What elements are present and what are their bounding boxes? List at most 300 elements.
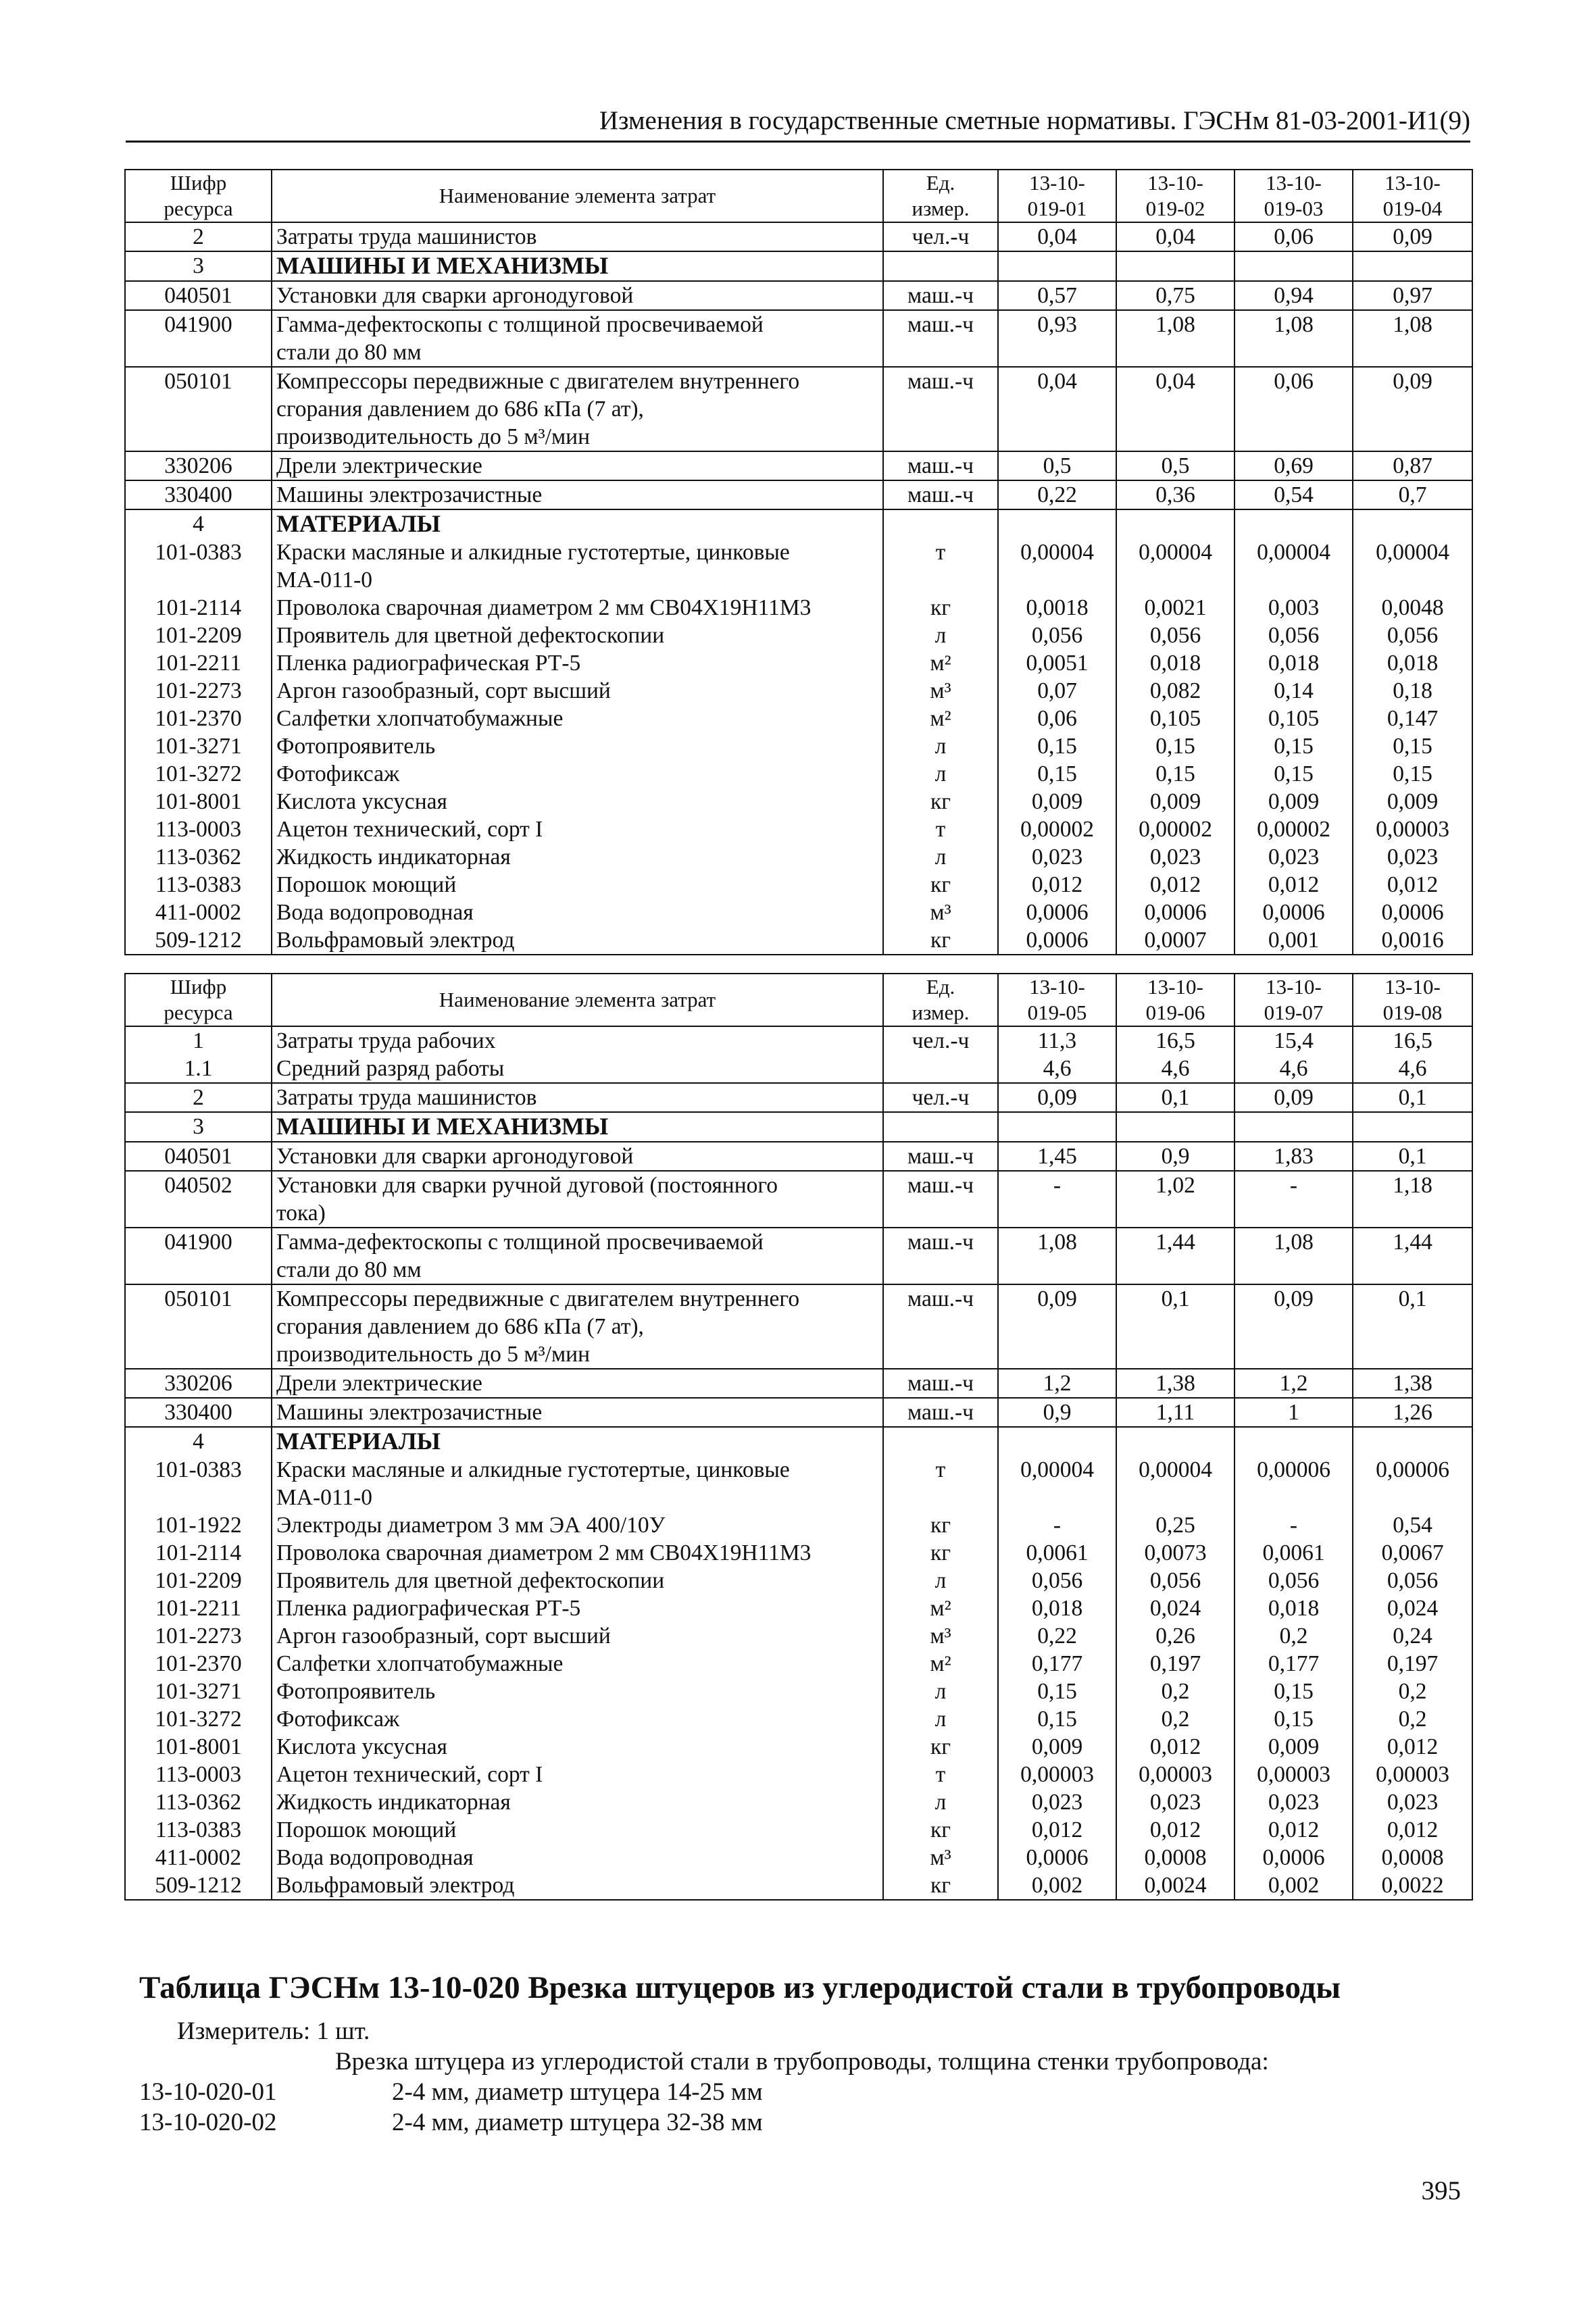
norm-column-header (1353, 974, 1472, 1026)
resource-name-line: Машины электрозачистные (276, 482, 543, 507)
resource-name-line: Жидкость индикаторная (276, 1790, 511, 1815)
section-heading: МАТЕРИАЛЫ (276, 1428, 441, 1455)
unit: маш.-ч (883, 1398, 998, 1427)
table-row (125, 222, 1472, 251)
table-row (125, 310, 1472, 367)
resource-code: 330206 (125, 451, 272, 480)
resource-name-line: Аргон газообразный, сорт высший (276, 678, 611, 703)
resource-name (272, 815, 883, 843)
norm-value: 0,0006 (998, 899, 1116, 926)
resource-name (272, 1142, 883, 1171)
norm-value (998, 1112, 1116, 1142)
resource-name (272, 649, 883, 677)
norm-value: 1,38 (1116, 1369, 1235, 1398)
resource-name (272, 1622, 883, 1650)
norm-column-code: 13-10- (1385, 171, 1441, 195)
header-row (125, 170, 1472, 222)
running-header: Изменения в государственные сметные нормативы. ГЭСНм 81-03-2001-И1(9) (126, 101, 1470, 143)
norm-value (1235, 1427, 1353, 1456)
resource-name-line: Дрели электрические (276, 453, 482, 478)
norm-value (998, 509, 1116, 538)
norm-column-code: 019-07 (1264, 1001, 1324, 1024)
resource-code: 330206 (125, 1369, 272, 1398)
norm-value: 0,15 (1235, 1705, 1353, 1733)
section-heading: МАТЕРИАЛЫ (276, 510, 441, 537)
table-row (125, 1456, 1472, 1511)
norm-value: 0,7 (1353, 480, 1472, 509)
resource-code: 050101 (125, 367, 272, 451)
norm-value: 0,94 (1235, 281, 1353, 310)
unit: кг (883, 1816, 998, 1844)
norm-value (998, 251, 1116, 281)
norm-value: 0,082 (1116, 677, 1235, 705)
norm-value: 0,2 (1353, 1678, 1472, 1705)
norm-text-02: 2-4 мм, диаметр штуцера 32-38 мм (392, 2109, 763, 2136)
table-row (125, 760, 1472, 788)
resource-name (272, 1539, 883, 1567)
norm-code-02: 13-10-020-02 (139, 2109, 277, 2136)
resource-code: 509-1212 (125, 1871, 272, 1900)
unit-header-line: Ед. (926, 975, 955, 999)
norm-value: 0,024 (1353, 1594, 1472, 1622)
resource-name-line: Ацетон технический, сорт I (276, 817, 543, 842)
norm-value: 0,00003 (1235, 1761, 1353, 1788)
resource-name (272, 622, 883, 649)
resource-code: 101-8001 (125, 788, 272, 815)
table-row (125, 367, 1472, 451)
norm-value: 0,018 (998, 1594, 1116, 1622)
norm-value: 0,22 (998, 1622, 1116, 1650)
table-row (125, 1705, 1472, 1733)
unit: чел.-ч (883, 1083, 998, 1112)
norm-value: 0,00004 (998, 538, 1116, 594)
resource-name (272, 1284, 883, 1369)
norm-value: 0,002 (1235, 1871, 1353, 1900)
norm-value: 1 (1235, 1398, 1353, 1427)
table-row (125, 1594, 1472, 1622)
resource-name-line: Установки для сварки ручной дуговой (постоянного (276, 1173, 778, 1198)
resource-name-line: Вода водопроводная (276, 900, 474, 925)
resource-name-line: Аргон газообразный, сорт высший (276, 1624, 611, 1649)
resource-name-line: Компрессоры передвижные с двигателем внутреннего (276, 369, 800, 394)
norm-value: 0,0067 (1353, 1539, 1472, 1567)
norm-value: 0,09 (1235, 1284, 1353, 1369)
table-row (125, 1369, 1472, 1398)
unit: л (883, 1567, 998, 1594)
unit (883, 1427, 998, 1456)
resource-name (272, 871, 883, 899)
norm-value: 0,87 (1353, 451, 1472, 480)
norm-value: 0,04 (1116, 367, 1235, 451)
norm-value: 1,83 (1235, 1142, 1353, 1171)
norm-value: 0,5 (1116, 451, 1235, 480)
norm-value: 0,056 (998, 1567, 1116, 1594)
unit: м³ (883, 1844, 998, 1871)
resource-name (272, 1650, 883, 1678)
unit (883, 1055, 998, 1083)
resource-name (272, 732, 883, 760)
norm-value: 0,056 (1353, 622, 1472, 649)
norm-value: 0,001 (1235, 926, 1353, 955)
unit: маш.-ч (883, 1142, 998, 1171)
resource-code: 2 (125, 1083, 272, 1112)
norm-value: 0,97 (1353, 281, 1472, 310)
code-header-line: ресурса (164, 197, 233, 220)
resource-name (272, 1026, 883, 1055)
resource-name-line: Проявитель для цветной дефектоскопии (276, 623, 665, 648)
resource-code: 101-2211 (125, 1594, 272, 1622)
unit (883, 509, 998, 538)
norm-value: 0,1 (1353, 1083, 1472, 1112)
norm-value: 1,02 (1116, 1171, 1235, 1228)
norm-value: 0,012 (1116, 871, 1235, 899)
norm-value: - (998, 1511, 1116, 1539)
norm-value: 15,4 (1235, 1026, 1353, 1055)
resource-name-line: Вольфрамовый электрод (276, 1873, 515, 1898)
name-header: Наименование элемента затрат (272, 170, 883, 222)
table-row (125, 899, 1472, 926)
resource-code: 050101 (125, 1284, 272, 1369)
norm-value (1353, 251, 1472, 281)
table-row (125, 705, 1472, 732)
resource-name (272, 451, 883, 480)
norm-value: 0,009 (998, 788, 1116, 815)
norm-value: 0,018 (1116, 649, 1235, 677)
resource-code: 101-3272 (125, 760, 272, 788)
resource-code: 330400 (125, 480, 272, 509)
resource-code: 113-0362 (125, 843, 272, 871)
norm-value: 0,105 (1235, 705, 1353, 732)
norm-value (1235, 509, 1353, 538)
unit: кг (883, 1511, 998, 1539)
norm-value: 0,023 (998, 843, 1116, 871)
resource-name-line: Гамма-дефектоскопы с толщиной просвечиваемой (276, 1230, 764, 1255)
resource-name (272, 281, 883, 310)
table-row (125, 1284, 1472, 1369)
norm-value: 0,0006 (1353, 899, 1472, 926)
resource-name-line: Порошок моющий (276, 1817, 457, 1842)
resource-code: 040501 (125, 281, 272, 310)
norm-value (1116, 251, 1235, 281)
norm-value: 0,04 (998, 222, 1116, 251)
norm-value: 0,002 (998, 1871, 1116, 1900)
norm-column-code: 13-10- (1147, 171, 1203, 195)
norm-value: 0,012 (998, 1816, 1116, 1844)
norm-column-code: 13-10- (1385, 975, 1441, 999)
norm-value: 0,0006 (998, 926, 1116, 955)
norm-value: - (1235, 1171, 1353, 1228)
resource-name (272, 1112, 883, 1142)
norm-value: 0,15 (998, 760, 1116, 788)
norm-value: 0,0008 (1353, 1844, 1472, 1871)
resource-name (272, 1398, 883, 1427)
resource-name (272, 1816, 883, 1844)
table-row (125, 1083, 1472, 1112)
table-row (125, 1539, 1472, 1567)
norm-value: 4,6 (1353, 1055, 1472, 1083)
table-row (125, 871, 1472, 899)
norm-value: 0,9 (998, 1398, 1116, 1427)
norm-column-code: 13-10- (1147, 975, 1203, 999)
norm-value: 0,00002 (998, 815, 1116, 843)
norm-column-header (1116, 170, 1235, 222)
table-row (125, 1398, 1472, 1427)
norm-value: 0,2 (1116, 1678, 1235, 1705)
norm-value: 0,15 (998, 1705, 1116, 1733)
norm-value: 0,012 (1235, 871, 1353, 899)
table-row (125, 926, 1472, 955)
norm-value: 0,056 (998, 622, 1116, 649)
norm-value: 1,08 (1235, 310, 1353, 367)
resource-name-line: производительность до 5 м³/мин (276, 424, 591, 449)
norm-value: 0,15 (1353, 760, 1472, 788)
norm-value: 0,93 (998, 310, 1116, 367)
code-header-line: Шифр (170, 975, 227, 999)
resource-code: 041900 (125, 1228, 272, 1284)
resource-name-line: производительность до 5 м³/мин (276, 1342, 591, 1367)
resource-name-line: Машины электрозачистные (276, 1400, 543, 1425)
unit: м³ (883, 899, 998, 926)
resource-code: 101-2114 (125, 594, 272, 622)
norm-column-code: 019-05 (1027, 1001, 1087, 1024)
unit: м³ (883, 677, 998, 705)
norm-value: 0,0016 (1353, 926, 1472, 955)
norm-value: 0,0008 (1116, 1844, 1235, 1871)
resource-name-line: МА-011-0 (276, 568, 373, 593)
resource-name-line: Пленка радиографическая РТ-5 (276, 651, 581, 676)
unit-header-line: Ед. (926, 171, 955, 195)
norm-column-code: 019-03 (1264, 197, 1324, 220)
norm-value: 0,0021 (1116, 594, 1235, 622)
norm-value: 0,00003 (998, 1761, 1116, 1788)
table-row (125, 1112, 1472, 1142)
unit: л (883, 732, 998, 760)
norm-value: 4,6 (1235, 1055, 1353, 1083)
norm-value: 0,1 (1353, 1284, 1472, 1369)
resource-name (272, 1761, 883, 1788)
resource-name (272, 1788, 883, 1816)
resource-table-019-01-04 (124, 169, 1473, 955)
norm-value: - (998, 1171, 1116, 1228)
unit: маш.-ч (883, 1228, 998, 1284)
resource-name (272, 594, 883, 622)
resource-code: 101-2209 (125, 622, 272, 649)
resource-name (272, 480, 883, 509)
norm-value: 0,1 (1116, 1284, 1235, 1369)
norm-value: 0,0024 (1116, 1871, 1235, 1900)
unit: м² (883, 705, 998, 732)
table-row (125, 1844, 1472, 1871)
resource-name (272, 222, 883, 251)
table-row (125, 1228, 1472, 1284)
norm-value: 0,177 (998, 1650, 1116, 1678)
norm-column-code: 13-10- (1029, 975, 1085, 999)
unit: м² (883, 1594, 998, 1622)
table-row (125, 1788, 1472, 1816)
resource-code: 040502 (125, 1171, 272, 1228)
table-row (125, 1650, 1472, 1678)
resource-name-line: тока) (276, 1201, 326, 1226)
norm-value: 0,0006 (998, 1844, 1116, 1871)
section-heading: МАШИНЫ И МЕХАНИЗМЫ (276, 1113, 609, 1140)
norm-value: 0,023 (1116, 1788, 1235, 1816)
unit: кг (883, 926, 998, 955)
resource-name (272, 1567, 883, 1594)
resource-name (272, 1705, 883, 1733)
resource-name-line: Ацетон технический, сорт I (276, 1762, 543, 1787)
norm-column-code: 13-10- (1029, 171, 1085, 195)
resource-code: 3 (125, 251, 272, 281)
resource-name-line: Кислота уксусная (276, 1734, 447, 1759)
norm-value: 0,06 (1235, 367, 1353, 451)
norm-value: 11,3 (998, 1026, 1116, 1055)
norm-value: 0,009 (1116, 788, 1235, 815)
unit: маш.-ч (883, 367, 998, 451)
unit: кг (883, 594, 998, 622)
page-number: 395 (1421, 2176, 1461, 2205)
name-header: Наименование элемента затрат (272, 974, 883, 1026)
norm-value: 0,15 (998, 1678, 1116, 1705)
resource-code: 1.1 (125, 1055, 272, 1083)
norm-value: 1,2 (1235, 1369, 1353, 1398)
resource-name-line: Кислота уксусная (276, 789, 447, 814)
norm-value: 0,018 (1353, 649, 1472, 677)
unit: м² (883, 1650, 998, 1678)
table-row (125, 538, 1472, 594)
resource-name (272, 760, 883, 788)
resource-name-line: Салфетки хлопчатобумажные (276, 1651, 564, 1676)
resource-code: 101-2273 (125, 677, 272, 705)
unit: т (883, 815, 998, 843)
resource-name-line: Салфетки хлопчатобумажные (276, 706, 564, 731)
resource-name-line: Установки для сварки аргонодуговой (276, 1144, 634, 1169)
norm-value: 0,15 (1235, 760, 1353, 788)
norm-column-header (1116, 974, 1235, 1026)
norm-value: 1,44 (1353, 1228, 1472, 1284)
resource-name-line: Затраты труда машинистов (276, 1085, 537, 1110)
norm-value: 1,38 (1353, 1369, 1472, 1398)
norm-column-code: 019-04 (1382, 197, 1443, 220)
resource-name-line: Электроды диаметром 3 мм ЭА 400/10У (276, 1513, 666, 1538)
norm-value: 1,08 (1353, 310, 1472, 367)
norm-value: 1,11 (1116, 1398, 1235, 1427)
code-header-line: ресурса (164, 1001, 233, 1024)
resource-code: 101-3271 (125, 732, 272, 760)
norm-value: 0,012 (1353, 871, 1472, 899)
resource-name-line: Проволока сварочная диаметром 2 мм СВ04Х19Н11М3 (276, 595, 812, 620)
norm-value: 0,22 (998, 480, 1116, 509)
norm-column-header (1235, 974, 1353, 1026)
table-row (125, 1816, 1472, 1844)
resource-name-line: Затраты труда рабочих (276, 1028, 496, 1053)
norm-value: 0,00003 (1116, 1761, 1235, 1788)
unit: кг (883, 1871, 998, 1900)
norm-text-01: 2-4 мм, диаметр штуцера 14-25 мм (392, 2078, 763, 2106)
table-row (125, 622, 1472, 649)
resource-name-line: Краски масляные и алкидные густотертые, цинковые (276, 1457, 790, 1482)
norm-value: 0,0061 (998, 1539, 1116, 1567)
norm-value: 0,5 (998, 451, 1116, 480)
table-row (125, 1678, 1472, 1705)
table-row (125, 843, 1472, 871)
norm-value: 0,0061 (1235, 1539, 1353, 1567)
resource-code: 113-0003 (125, 815, 272, 843)
norm-value: 0,1 (1116, 1083, 1235, 1112)
norm-value: 0,09 (998, 1083, 1116, 1112)
unit (883, 1112, 998, 1142)
norm-value: 0,2 (1116, 1705, 1235, 1733)
unit-header (883, 974, 998, 1026)
norm-value: 0,177 (1235, 1650, 1353, 1678)
norm-value (1353, 509, 1472, 538)
norm-value: 0,07 (998, 677, 1116, 705)
unit: л (883, 622, 998, 649)
norm-value: 0,056 (1116, 1567, 1235, 1594)
table-row (125, 1567, 1472, 1594)
norm-column-header (1235, 170, 1353, 222)
unit: маш.-ч (883, 1284, 998, 1369)
table-row (125, 1026, 1472, 1055)
norm-value: 1,44 (1116, 1228, 1235, 1284)
unit: л (883, 843, 998, 871)
resource-name-line: Фотофиксаж (276, 1707, 400, 1732)
norm-value: 0,009 (1353, 788, 1472, 815)
norm-value: 0,2 (1235, 1622, 1353, 1650)
resource-code: 4 (125, 1427, 272, 1456)
norm-value: 0,26 (1116, 1622, 1235, 1650)
unit: чел.-ч (883, 1026, 998, 1055)
norm-value: 0,056 (1235, 1567, 1353, 1594)
norm-column-code: 13-10- (1266, 975, 1322, 999)
norm-value: 0,023 (1235, 843, 1353, 871)
norm-value (1353, 1112, 1472, 1142)
resource-name-line: Пленка радиографическая РТ-5 (276, 1596, 581, 1621)
norm-value: 0,06 (998, 705, 1116, 732)
resource-name-line: Фотофиксаж (276, 761, 400, 786)
resource-code: 101-2273 (125, 1622, 272, 1650)
norm-value: 0,023 (1353, 1788, 1472, 1816)
norm-value: 0,00004 (1353, 538, 1472, 594)
resource-code: 3 (125, 1112, 272, 1142)
table-row (125, 451, 1472, 480)
norm-value: 0,00002 (1235, 815, 1353, 843)
table-row (125, 1511, 1472, 1539)
resource-name (272, 1369, 883, 1398)
resource-name-line: Средний разряд работы (276, 1056, 505, 1081)
norm-value: - (1235, 1511, 1353, 1539)
norm-value: 0,00003 (1353, 815, 1472, 843)
header-row (125, 974, 1472, 1026)
resource-code: 101-3272 (125, 1705, 272, 1733)
norm-value: 0,09 (998, 1284, 1116, 1369)
code-header-line: Шифр (170, 171, 227, 195)
norm-value: 0,018 (1235, 649, 1353, 677)
norm-value: 0,2 (1353, 1705, 1472, 1733)
resource-code: 101-8001 (125, 1733, 272, 1761)
norm-value: 0,056 (1116, 622, 1235, 649)
norm-value (1235, 251, 1353, 281)
resource-name-line: Компрессоры передвижные с двигателем внутреннего (276, 1286, 800, 1311)
norm-value: 0,9 (1116, 1142, 1235, 1171)
norm-value: 0,0006 (1235, 1844, 1353, 1871)
norm-value: 0,25 (1116, 1511, 1235, 1539)
resource-name-line: Установки для сварки аргонодуговой (276, 283, 634, 308)
resource-name (272, 1511, 883, 1539)
resource-name-line: Проявитель для цветной дефектоскопии (276, 1568, 665, 1593)
norm-column-code: 019-02 (1145, 197, 1205, 220)
norm-value: 0,0022 (1353, 1871, 1472, 1900)
norm-value: 0,197 (1116, 1650, 1235, 1678)
